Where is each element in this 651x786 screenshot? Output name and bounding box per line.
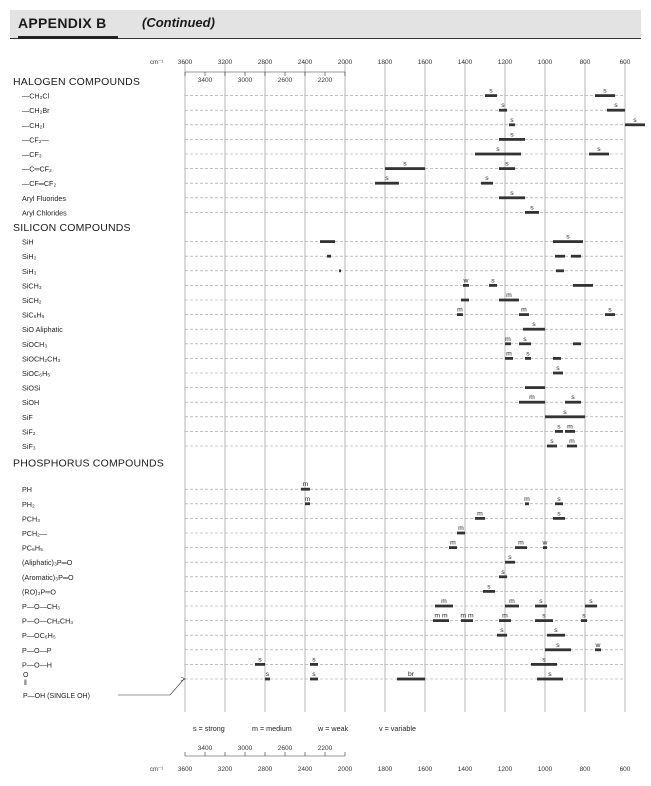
- row-label: SiOCH₃: [22, 339, 48, 349]
- intensity-label: s: [582, 612, 586, 620]
- intensity-label: s: [542, 612, 546, 620]
- absorption-band: [556, 269, 564, 272]
- absorption-band: [461, 619, 473, 622]
- absorption-band: [525, 211, 539, 214]
- absorption-band: [525, 386, 545, 389]
- appendix-subtitle: (Continued): [142, 15, 215, 30]
- row-label: SiF₃: [22, 442, 36, 451]
- row-label: SiC₆H₅: [22, 310, 45, 320]
- intensity-label: s: [265, 671, 270, 678]
- intensity-label: s: [489, 87, 493, 95]
- axis-subtick-label: 2200: [317, 745, 333, 752]
- axis-tick-label: 2000: [337, 59, 353, 66]
- absorption-band: [310, 663, 318, 666]
- absorption-band: [497, 634, 507, 637]
- intensity-label: m: [441, 598, 447, 605]
- absorption-band: [607, 109, 625, 112]
- intensity-label: m: [567, 423, 573, 431]
- intensity-label: m m: [434, 612, 448, 620]
- absorption-band: [475, 153, 521, 156]
- absorption-band: [525, 357, 531, 360]
- row-label: PC₆H₅: [22, 543, 43, 553]
- row-label: SiO Aliphatic: [22, 325, 63, 335]
- intensity-label: s: [614, 102, 618, 110]
- absorption-band: [481, 182, 493, 185]
- absorption-band: [327, 255, 331, 258]
- intensity-label: s: [501, 102, 505, 110]
- axis-subtick-label: 3000: [237, 745, 253, 752]
- absorption-band: [375, 182, 399, 185]
- absorption-band: [339, 269, 341, 272]
- axis-tick-label: 1600: [417, 59, 433, 66]
- absorption-band: [553, 357, 561, 360]
- axis-tick-label: 600: [619, 59, 631, 66]
- axis-subtick-label: 3400: [197, 745, 213, 752]
- section-title: HALOGEN COMPOUNDS: [13, 76, 141, 88]
- absorption-band: [585, 605, 597, 608]
- row-label: PH₂: [22, 499, 35, 509]
- legend-item: v = variable: [379, 724, 416, 733]
- intensity-label: m: [518, 539, 524, 547]
- row-label: —CF═CF₂: [22, 179, 57, 189]
- intensity-label: m: [457, 306, 463, 314]
- absorption-band: [555, 502, 563, 505]
- absorption-band: [519, 313, 529, 316]
- row-label: P—O—H: [22, 660, 52, 670]
- axis-tick-label: 1400: [457, 766, 473, 773]
- absorption-band: [499, 109, 507, 112]
- intensity-label: m: [569, 438, 575, 445]
- axis-tick-label: 1600: [417, 766, 433, 773]
- intensity-label: s: [510, 189, 514, 197]
- intensity-label: s: [510, 116, 514, 124]
- row-label: —C═CF₂: [22, 164, 52, 174]
- row-label: (Aromatic)₃P═O: [22, 572, 74, 582]
- row-label: PH: [22, 485, 32, 495]
- absorption-band: [449, 546, 457, 549]
- intensity-label: w: [595, 641, 601, 649]
- axis-tick-label: 1200: [497, 59, 513, 66]
- row-label: SiH₃: [22, 266, 37, 276]
- absorption-band: [397, 678, 425, 681]
- intensity-label: s: [532, 321, 536, 329]
- intensity-label: s: [385, 175, 389, 183]
- row-label: PCH₂—: [22, 529, 48, 538]
- legend-item: m = medium: [252, 724, 292, 733]
- row-label: —CF₃: [22, 150, 42, 159]
- section-title: SILICON COMPOUNDS: [13, 222, 131, 234]
- row-label: (Aliphatic)₃P═O: [22, 558, 73, 568]
- row-label: PCH₃: [22, 514, 41, 524]
- intensity-label: s: [603, 87, 607, 95]
- row-label: SiH: [22, 237, 34, 247]
- intensity-label: m: [506, 292, 512, 299]
- absorption-band: [545, 648, 571, 651]
- bracket-double-bond: ‖: [24, 680, 27, 687]
- intensity-label: m: [477, 510, 483, 518]
- absorption-band: [523, 328, 545, 331]
- absorption-band: [553, 517, 565, 520]
- absorption-band: [605, 313, 615, 316]
- row-label: (RO)₃P═O: [22, 587, 56, 597]
- intensity-label: s: [403, 160, 407, 168]
- intensity-label: m: [302, 481, 309, 489]
- row-label: P—OC₆H₅: [22, 631, 56, 641]
- row-label: SiOCH₂CH₃: [22, 354, 61, 364]
- axis-tick-label: 2800: [257, 766, 273, 773]
- axis-tick-label: 1800: [377, 766, 393, 773]
- axis-tick-label: 1000: [537, 59, 553, 66]
- intensity-label: s: [510, 131, 514, 139]
- axis-tick-label: 800: [579, 59, 591, 66]
- axis-subtick-label: 3400: [197, 77, 213, 84]
- axis-tick-label: 2000: [337, 766, 353, 773]
- row-label: —CF₂—: [22, 135, 49, 145]
- axis-tick-label: 1400: [457, 59, 473, 66]
- absorption-band: [537, 678, 563, 681]
- axis-tick-label: 600: [619, 766, 631, 773]
- intensity-label: m: [509, 598, 515, 605]
- intensity-label: s: [566, 233, 570, 241]
- axis-tick-label: 1200: [497, 766, 513, 773]
- intensity-label: m: [505, 335, 511, 343]
- axis-tick-label: 3200: [217, 59, 233, 66]
- axis-tick-label: 2400: [297, 59, 313, 66]
- intensity-label: s: [496, 146, 500, 153]
- intensity-label: s: [633, 116, 637, 124]
- intensity-label: w: [463, 277, 469, 285]
- intensity-label: s: [487, 583, 491, 591]
- intensity-label: s: [548, 671, 552, 678]
- absorption-band: [565, 430, 575, 433]
- absorption-band: [433, 619, 449, 622]
- absorption-band: [571, 255, 581, 258]
- leader-line: [170, 679, 184, 695]
- intensity-label: m: [529, 394, 535, 402]
- absorption-band: [483, 590, 495, 593]
- intensity-label: m: [450, 539, 456, 547]
- row-label: Aryl Fluorides: [22, 193, 66, 203]
- intensity-label: s: [563, 408, 567, 416]
- intensity-label: s: [526, 350, 530, 358]
- legend-item: w = weak: [318, 724, 349, 733]
- axis-tick-label: 3600: [177, 59, 193, 66]
- absorption-band: [475, 517, 485, 520]
- absorption-band: [535, 619, 553, 622]
- row-label: P—O—P: [22, 645, 52, 655]
- absorption-band: [505, 357, 513, 360]
- absorption-band: [553, 240, 583, 243]
- absorption-band: [519, 401, 545, 404]
- absorption-band: [485, 94, 497, 97]
- row-label: SiF₂: [22, 427, 36, 437]
- axis-tick-label: 1800: [377, 59, 393, 66]
- bracket-oxygen: O: [23, 672, 29, 679]
- absorption-band: [555, 430, 563, 433]
- absorption-band: [435, 605, 453, 608]
- intensity-label: s: [589, 598, 593, 605]
- absorption-band: [519, 342, 531, 345]
- row-label: SiOC₆H₅: [22, 369, 51, 378]
- absorption-band: [543, 546, 547, 549]
- absorption-band: [553, 372, 563, 375]
- axis-tick-label: 2400: [297, 766, 313, 773]
- row-label: —CH₂Br: [22, 106, 50, 116]
- absorption-band: [265, 678, 270, 681]
- appendix-title: APPENDIX B: [18, 15, 107, 31]
- intensity-label: s: [554, 627, 558, 635]
- absorption-band: [573, 342, 581, 345]
- axis-tick-label: 800: [579, 766, 591, 773]
- absorption-band: [301, 488, 310, 491]
- intensity-label: m: [502, 612, 508, 620]
- axis-tick-label: 2800: [257, 59, 273, 66]
- absorption-band: [567, 445, 577, 448]
- intensity-label: m: [524, 495, 530, 503]
- absorption-band: [545, 415, 585, 418]
- intensity-label: s: [539, 598, 543, 605]
- intensity-label: s: [485, 175, 489, 183]
- intensity-label: m: [304, 495, 311, 503]
- row-label: —CH₂I: [22, 120, 45, 130]
- intensity-label: s: [258, 656, 262, 664]
- absorption-band: [385, 167, 425, 170]
- axis-tick-label: 3600: [177, 766, 193, 773]
- absorption-band: [457, 313, 463, 316]
- intensity-label: s: [505, 160, 509, 168]
- absorption-band: [589, 153, 609, 156]
- absorption-band: [499, 167, 515, 170]
- absorption-band: [499, 138, 525, 141]
- intensity-label: s: [557, 423, 561, 431]
- absorption-band: [525, 502, 529, 505]
- absorption-band: [489, 284, 497, 287]
- intensity-label: s: [523, 335, 527, 343]
- row-label: —CH₂Cl: [22, 91, 50, 101]
- absorption-band: [457, 532, 465, 535]
- row-label: SiOH: [22, 398, 40, 408]
- absorption-band: [505, 342, 511, 345]
- row-label: P—OH (SINGLE OH): [23, 693, 90, 700]
- intensity-label: m: [521, 306, 527, 314]
- absorption-band: [509, 123, 515, 126]
- axis-unit-label: cm⁻¹: [150, 767, 164, 773]
- intensity-label: m m: [460, 612, 474, 620]
- row-label: Aryl Chlorides: [22, 208, 67, 218]
- intensity-label: s: [312, 671, 316, 678]
- intensity-label: s: [557, 495, 561, 503]
- absorption-band: [463, 284, 469, 287]
- absorption-band: [547, 634, 565, 637]
- absorption-band: [499, 575, 507, 578]
- axis-unit-label: cm⁻¹: [150, 60, 164, 66]
- axis-tick-label: 3200: [217, 766, 233, 773]
- axis-subtick-label: 3000: [237, 77, 253, 84]
- intensity-label: m: [458, 525, 464, 532]
- absorption-band: [535, 605, 547, 608]
- row-label: SiCH₂: [22, 296, 42, 305]
- absorption-band: [565, 401, 581, 404]
- axis-subtick-label: 2600: [277, 745, 293, 752]
- intensity-label: m: [506, 350, 512, 358]
- intensity-label: s: [542, 656, 546, 664]
- absorption-band: [305, 502, 310, 505]
- absorption-band: [255, 663, 265, 666]
- intensity-label: s: [597, 146, 601, 153]
- intensity-label: s: [508, 554, 512, 562]
- intensity-label: s: [556, 365, 560, 372]
- intensity-label: s: [530, 204, 534, 212]
- absorption-band: [595, 648, 601, 651]
- row-label: P—O—CH₃: [22, 602, 61, 611]
- absorption-band: [505, 605, 519, 608]
- absorption-band: [581, 619, 587, 622]
- absorption-band: [555, 255, 565, 258]
- axis-subtick-label: 2600: [277, 77, 293, 84]
- intensity-label: s: [608, 306, 612, 314]
- intensity-label: w: [542, 539, 548, 547]
- absorption-band: [595, 94, 615, 97]
- absorption-band: [499, 619, 511, 622]
- absorption-band: [625, 123, 645, 126]
- intensity-label: s: [571, 394, 575, 402]
- legend-item: s = strong: [193, 724, 225, 733]
- intensity-label: s: [500, 627, 504, 635]
- absorption-band: [573, 284, 593, 287]
- intensity-label: s: [557, 510, 561, 518]
- intensity-label: s: [556, 641, 560, 649]
- section-title: PHOSPHORUS COMPOUNDS: [13, 457, 165, 470]
- intensity-label: s: [312, 656, 316, 664]
- row-label: SiF: [22, 412, 33, 422]
- intensity-label: s: [491, 277, 495, 285]
- row-label: SiCH₃: [22, 281, 42, 291]
- absorption-band: [499, 299, 519, 302]
- absorption-band: [505, 561, 515, 564]
- absorption-band: [515, 546, 527, 549]
- intensity-label: br: [407, 671, 415, 678]
- axis-tick-label: 1000: [537, 766, 553, 773]
- row-label: SiH₂: [22, 252, 37, 262]
- absorption-band: [531, 663, 557, 666]
- absorption-band: [547, 445, 557, 448]
- absorption-band: [320, 240, 335, 243]
- absorption-band: [499, 196, 525, 199]
- row-label: P—O—CH₂CH₃: [22, 616, 74, 626]
- absorption-band: [310, 678, 318, 681]
- axis-subtick-label: 2200: [317, 77, 333, 84]
- intensity-label: s: [501, 568, 505, 576]
- absorption-band: [461, 299, 469, 302]
- intensity-label: s: [550, 438, 554, 445]
- row-label: SiOSi: [22, 383, 41, 393]
